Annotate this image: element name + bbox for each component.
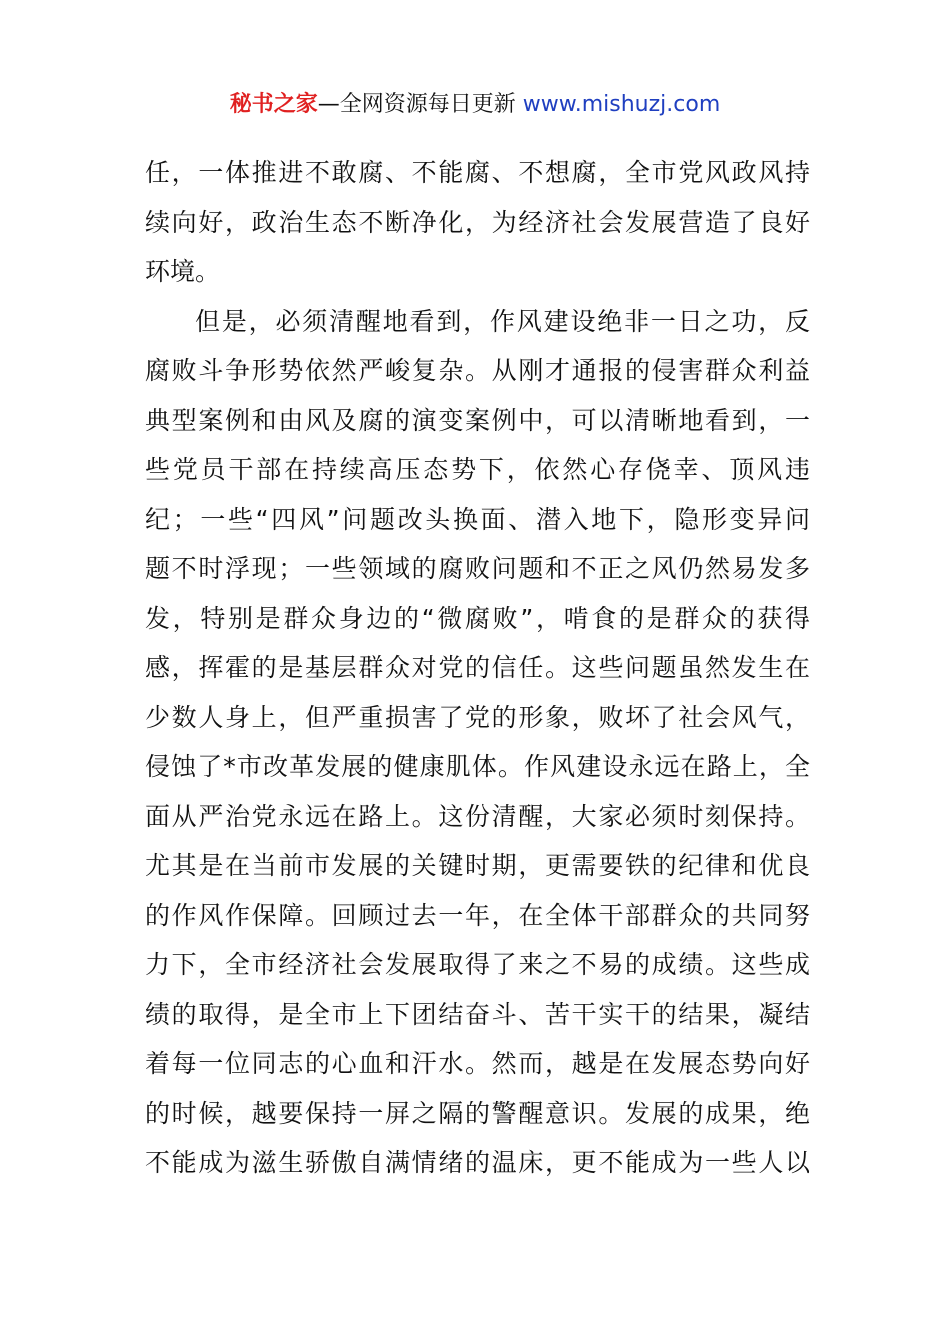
text-line: 的作风作保障。回顾过去一年，在全体干部群众的共同努 <box>145 900 810 930</box>
text-line: 不能成为滋生骄傲自满情绪的温床，更不能成为一些人以 <box>145 1148 810 1177</box>
text-line: 面从严治党永远在路上。这份清醒，大家必须时刻保持。 <box>145 801 810 831</box>
text-line: 题不时浮现；一些领域的腐败问题和不正之风仍然易发多 <box>145 554 810 583</box>
text-line: 些党员干部在持续高压态势下，依然心存侥幸、顶风违 <box>145 455 810 484</box>
text-line: 尤其是在当前市发展的关键时期，更需要铁的纪律和优良 <box>145 851 810 880</box>
text-line: 任，一体推进不敢腐、不能腐、不想腐，全市党风政风持 <box>145 158 810 187</box>
text-line: 少数人身上，但严重损害了党的形象，败坏了社会风气， <box>145 702 810 732</box>
header-site-link[interactable]: www.mishuzj.com <box>522 92 721 117</box>
text-line: 力下，全市经济社会发展取得了来之不易的成绩。这些成 <box>145 950 810 979</box>
text-line: 环境。 <box>145 257 221 286</box>
header-brand: 秘书之家 <box>229 92 318 117</box>
text-line: 纪；一些“四风”问题改头换面、潜入地下，隐形变异问 <box>145 504 810 534</box>
text-line: 感，挥霍的是基层群众对党的信任。这些问题虽然发生在 <box>145 653 810 682</box>
text-line: 着每一位同志的心血和汗水。然而，越是在发展态势向好 <box>145 1049 810 1078</box>
text-line: 发，特别是群众身边的“微腐败”，啃食的是群众的获得 <box>145 603 810 633</box>
text-line: 续向好，政治生态不断净化，为经济社会发展营造了良好 <box>145 207 810 237</box>
text-line: 典型案例和由风及腐的演变案例中，可以清晰地看到，一 <box>145 405 810 435</box>
text-line: 绩的取得，是全市上下团结奋斗、苦干实干的结果，凝结 <box>145 999 810 1029</box>
page-header <box>0 90 950 120</box>
text-line: 侵蚀了*市改革发展的健康肌体。作风建设永远在路上，全 <box>145 752 810 781</box>
body-text <box>145 148 810 1188</box>
text-line: 的时候，越要保持一屏之隔的警醒意识。发展的成果，绝 <box>145 1098 810 1128</box>
text-line: 腐败斗争形势依然严峻复杂。从刚才通报的侵害群众利益 <box>145 356 810 385</box>
header-tagline: —全网资源每日更新 <box>317 92 523 117</box>
text-line: 但是，必须清醒地看到，作风建设绝非一日之功，反 <box>195 306 810 336</box>
